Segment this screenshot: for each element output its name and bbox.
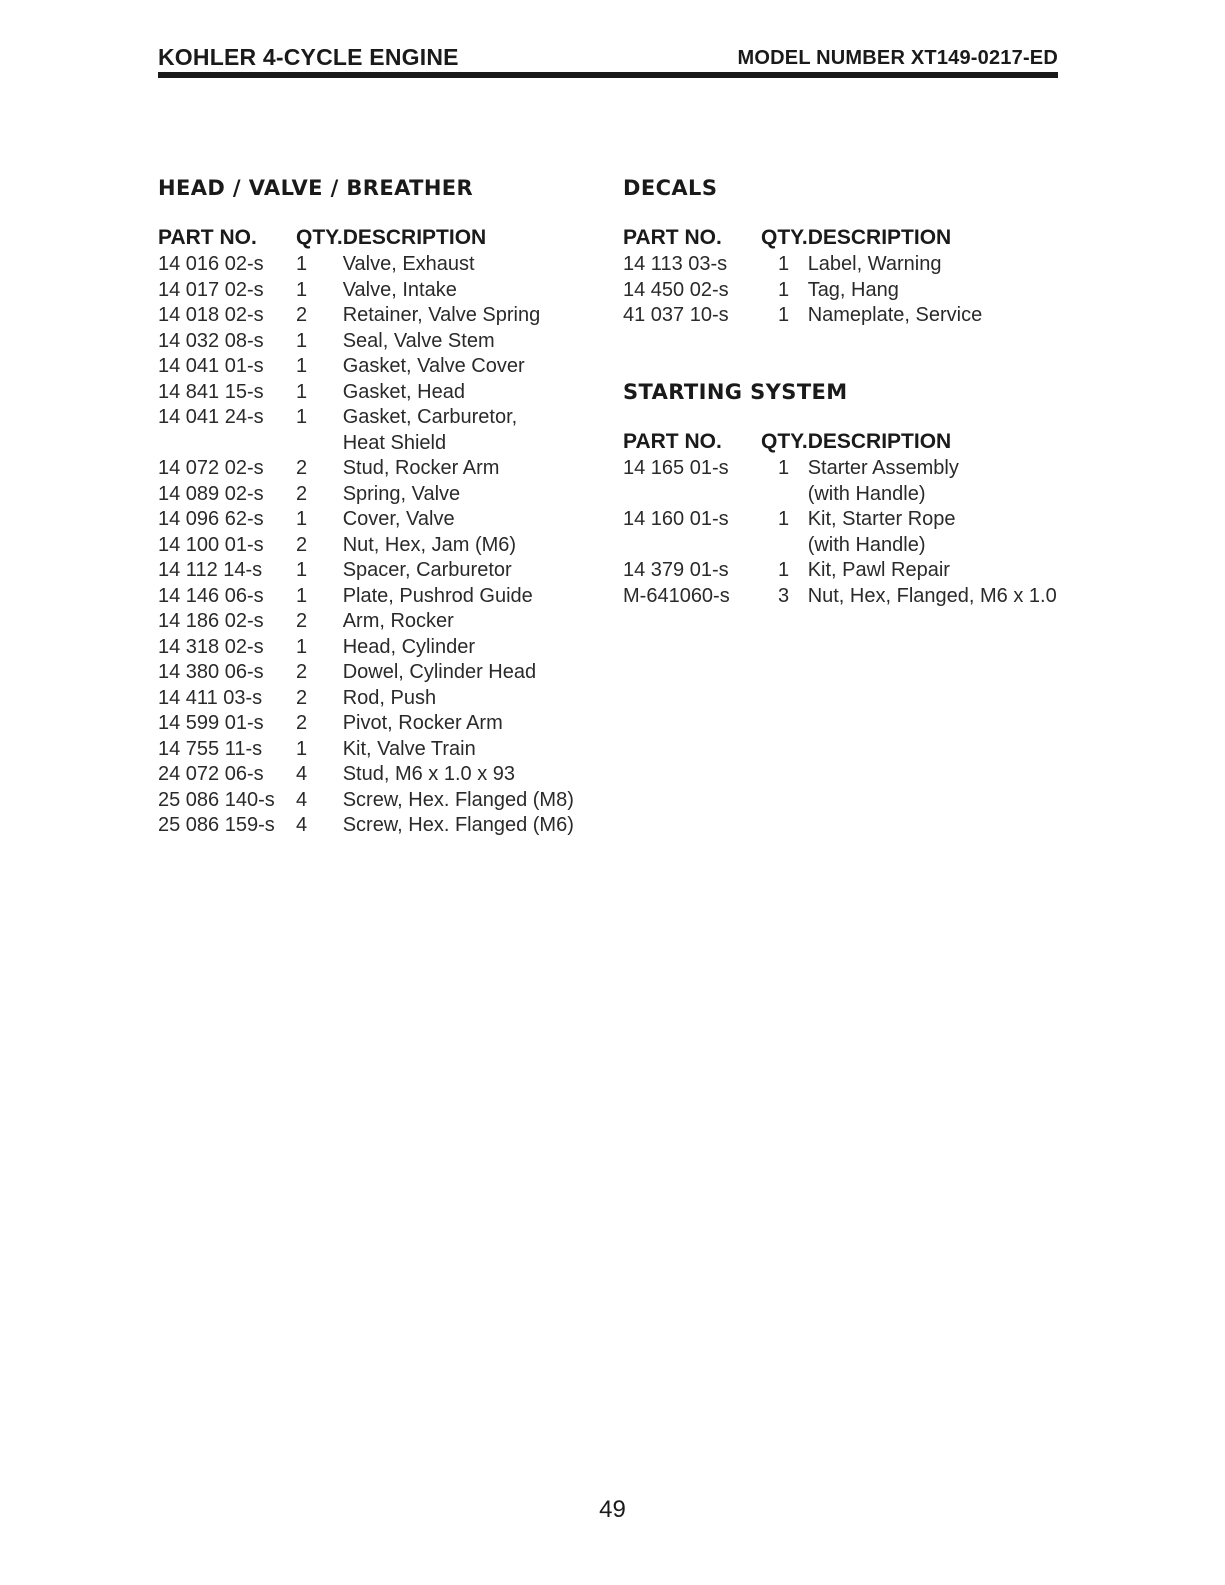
description-cell: Dowel, Cylinder Head — [342, 661, 537, 683]
quantity-cell: 4 — [296, 763, 308, 785]
table-row — [158, 508, 574, 534]
quantity-cell: 1 — [778, 508, 790, 530]
part-number-cell: 14 100 01-s — [158, 533, 264, 556]
description-header: DESCRIPTION — [807, 430, 952, 453]
table-row — [158, 406, 574, 432]
part-number-cell: 14 411 03-s — [158, 686, 263, 709]
quantity-cell: 1 — [778, 278, 790, 301]
part-no-header: PART NO. — [158, 226, 257, 249]
part-no-header: PART NO. — [623, 430, 722, 453]
decals-section — [623, 176, 982, 330]
quantity-cell: 2 — [296, 457, 308, 479]
table-row — [623, 534, 1057, 560]
description-cell: Nut, Hex, Flanged, M6 x 1.0 — [807, 584, 1057, 607]
quantity-cell: 2 — [296, 686, 308, 709]
part-number-cell: 14 016 02-s — [158, 253, 264, 275]
table-row — [623, 279, 982, 305]
qty-header: QTY. — [761, 226, 808, 249]
part-number-cell: 14 113 03-s — [623, 253, 728, 275]
quantity-cell: 1 — [296, 253, 308, 275]
table-row — [158, 381, 574, 407]
part-number-cell: 14 450 02-s — [623, 278, 729, 301]
description-cell: Kit, Pawl Repair — [807, 559, 950, 581]
quantity-cell: 1 — [296, 380, 308, 403]
qty-header: QTY. — [761, 430, 808, 453]
part-number-cell: 14 018 02-s — [158, 304, 264, 326]
table-row — [158, 355, 574, 381]
description-cell: Tag, Hang — [807, 278, 899, 301]
section-title: HEAD / VALVE / BREATHER — [158, 176, 474, 200]
parts-table — [623, 430, 1057, 610]
section-title: DECALS — [623, 176, 718, 200]
description-cell: Valve, Intake — [342, 278, 457, 301]
table-row — [158, 687, 574, 713]
description-cell: Nut, Hex, Jam (M6) — [342, 533, 517, 556]
part-number-cell — [158, 432, 296, 458]
part-number-cell: 14 186 02-s — [158, 610, 264, 632]
qty-header: QTY. — [296, 226, 343, 249]
description-cell: Pivot, Rocker Arm — [342, 712, 503, 734]
description-cell: Kit, Valve Train — [342, 737, 476, 760]
quantity-cell: 1 — [296, 508, 308, 530]
quantity-cell — [761, 534, 808, 560]
table-row — [158, 304, 574, 330]
table-row — [158, 457, 574, 483]
table-row — [158, 279, 574, 305]
description-cell: Valve, Exhaust — [342, 253, 475, 275]
head-valve-breather-section — [158, 176, 574, 840]
part-number-cell: 14 146 06-s — [158, 584, 264, 607]
part-number-cell: 14 112 14-s — [158, 559, 263, 581]
table-row — [623, 508, 1057, 534]
part-number-cell: 14 032 08-s — [158, 329, 264, 352]
table-row — [158, 559, 574, 585]
table-row — [158, 763, 574, 789]
part-number-cell: 14 096 62-s — [158, 508, 264, 530]
description-cell: Spacer, Carburetor — [342, 559, 512, 581]
part-number-cell: 41 037 10-s — [623, 304, 729, 326]
table-row — [158, 661, 574, 687]
description-cell: Cover, Valve — [342, 508, 455, 530]
description-cell: Screw, Hex. Flanged (M8) — [342, 788, 574, 811]
quantity-cell: 1 — [296, 559, 308, 581]
table-header-row — [623, 430, 1057, 457]
description-cell: Spring, Valve — [342, 482, 461, 505]
parts-table — [623, 226, 982, 330]
quantity-cell: 4 — [296, 788, 308, 811]
quantity-cell: 2 — [296, 533, 308, 556]
table-row — [158, 610, 574, 636]
description-cell: (with Handle) — [807, 482, 926, 505]
description-cell: Kit, Starter Rope — [807, 508, 956, 530]
quantity-cell: 1 — [778, 457, 790, 479]
description-cell: Rod, Push — [342, 686, 437, 709]
description-cell: Plate, Pushrod Guide — [342, 584, 533, 607]
quantity-cell: 2 — [296, 304, 308, 326]
quantity-cell — [761, 483, 808, 509]
part-number-cell: 14 089 02-s — [158, 482, 264, 505]
description-cell: Starter Assembly — [807, 457, 959, 479]
engine-title: KOHLER 4-CYCLE ENGINE — [158, 44, 459, 70]
part-number-cell: 14 160 01-s — [623, 508, 729, 530]
description-cell: Arm, Rocker — [342, 610, 454, 632]
part-number-cell: 14 165 01-s — [623, 457, 729, 479]
part-number-cell: 25 086 140-s — [158, 788, 275, 811]
description-cell: Gasket, Valve Cover — [342, 355, 525, 377]
quantity-cell: 1 — [778, 559, 790, 581]
table-row — [158, 534, 574, 560]
part-number-cell: 14 599 01-s — [158, 712, 264, 734]
description-cell: Label, Warning — [807, 253, 942, 275]
part-number-cell: M-641060-s — [623, 584, 730, 607]
table-row — [623, 253, 982, 279]
part-number-cell: 14 072 02-s — [158, 457, 264, 479]
table-row — [623, 483, 1057, 509]
table-row — [158, 712, 574, 738]
quantity-cell: 4 — [296, 814, 308, 836]
description-cell: Stud, Rocker Arm — [342, 457, 500, 479]
quantity-cell: 3 — [778, 584, 790, 607]
description-cell: Retainer, Valve Spring — [342, 304, 541, 326]
quantity-cell: 1 — [296, 635, 308, 658]
page-number: 49 — [599, 1496, 626, 1523]
quantity-cell — [296, 432, 343, 458]
table-row — [623, 304, 982, 330]
part-number-cell: 14 379 01-s — [623, 559, 729, 581]
part-number-cell: 14 380 06-s — [158, 661, 264, 683]
part-no-header: PART NO. — [623, 226, 722, 249]
description-cell: Stud, M6 x 1.0 x 93 — [342, 763, 516, 785]
description-cell: Nameplate, Service — [807, 304, 983, 326]
part-number-cell: 25 086 159-s — [158, 814, 275, 836]
quantity-cell: 1 — [296, 329, 308, 352]
part-number-cell: 14 017 02-s — [158, 278, 264, 301]
part-number-cell: 14 041 24-s — [158, 406, 264, 428]
page-header — [158, 44, 1058, 80]
model-number: MODEL NUMBER XT149-0217-ED — [737, 47, 1058, 69]
table-row — [623, 457, 1057, 483]
quantity-cell: 2 — [296, 661, 308, 683]
description-header: DESCRIPTION — [342, 226, 487, 249]
table-row — [158, 330, 574, 356]
description-cell: Screw, Hex. Flanged (M6) — [342, 814, 574, 836]
quantity-cell: 1 — [778, 253, 790, 275]
table-row — [623, 559, 1057, 585]
description-cell: Seal, Valve Stem — [342, 329, 495, 352]
part-number-cell — [623, 534, 761, 560]
table-row — [158, 585, 574, 611]
description-cell: Head, Cylinder — [342, 635, 475, 658]
header-rule — [158, 72, 1058, 78]
part-number-cell: 24 072 06-s — [158, 763, 264, 785]
table-row — [158, 253, 574, 279]
starting-system-section — [623, 380, 1057, 610]
part-number-cell: 14 841 15-s — [158, 380, 264, 403]
table-row — [158, 789, 574, 815]
part-number-cell: 14 318 02-s — [158, 635, 264, 658]
table-row — [158, 814, 574, 840]
quantity-cell: 1 — [296, 355, 308, 377]
table-row — [158, 483, 574, 509]
quantity-cell: 1 — [296, 278, 308, 301]
description-cell: Heat Shield — [342, 431, 447, 454]
section-title: STARTING SYSTEM — [623, 380, 848, 404]
description-cell: (with Handle) — [807, 533, 926, 556]
description-cell: Gasket, Head — [342, 380, 465, 403]
table-row — [158, 432, 574, 458]
quantity-cell: 2 — [296, 712, 308, 734]
table-header-row — [158, 226, 574, 253]
description-cell: Gasket, Carburetor, — [342, 406, 518, 428]
quantity-cell: 1 — [296, 406, 308, 428]
quantity-cell: 1 — [296, 737, 308, 760]
table-row — [158, 636, 574, 662]
parts-table — [158, 226, 574, 840]
table-row — [623, 585, 1057, 611]
part-number-cell: 14 755 11-s — [158, 737, 263, 760]
quantity-cell: 1 — [778, 304, 790, 326]
description-header: DESCRIPTION — [807, 226, 952, 249]
part-number-cell — [623, 483, 761, 509]
quantity-cell: 2 — [296, 610, 308, 632]
table-header-row — [623, 226, 982, 253]
quantity-cell: 2 — [296, 482, 308, 505]
quantity-cell: 1 — [296, 584, 308, 607]
table-row — [158, 738, 574, 764]
part-number-cell: 14 041 01-s — [158, 355, 264, 377]
